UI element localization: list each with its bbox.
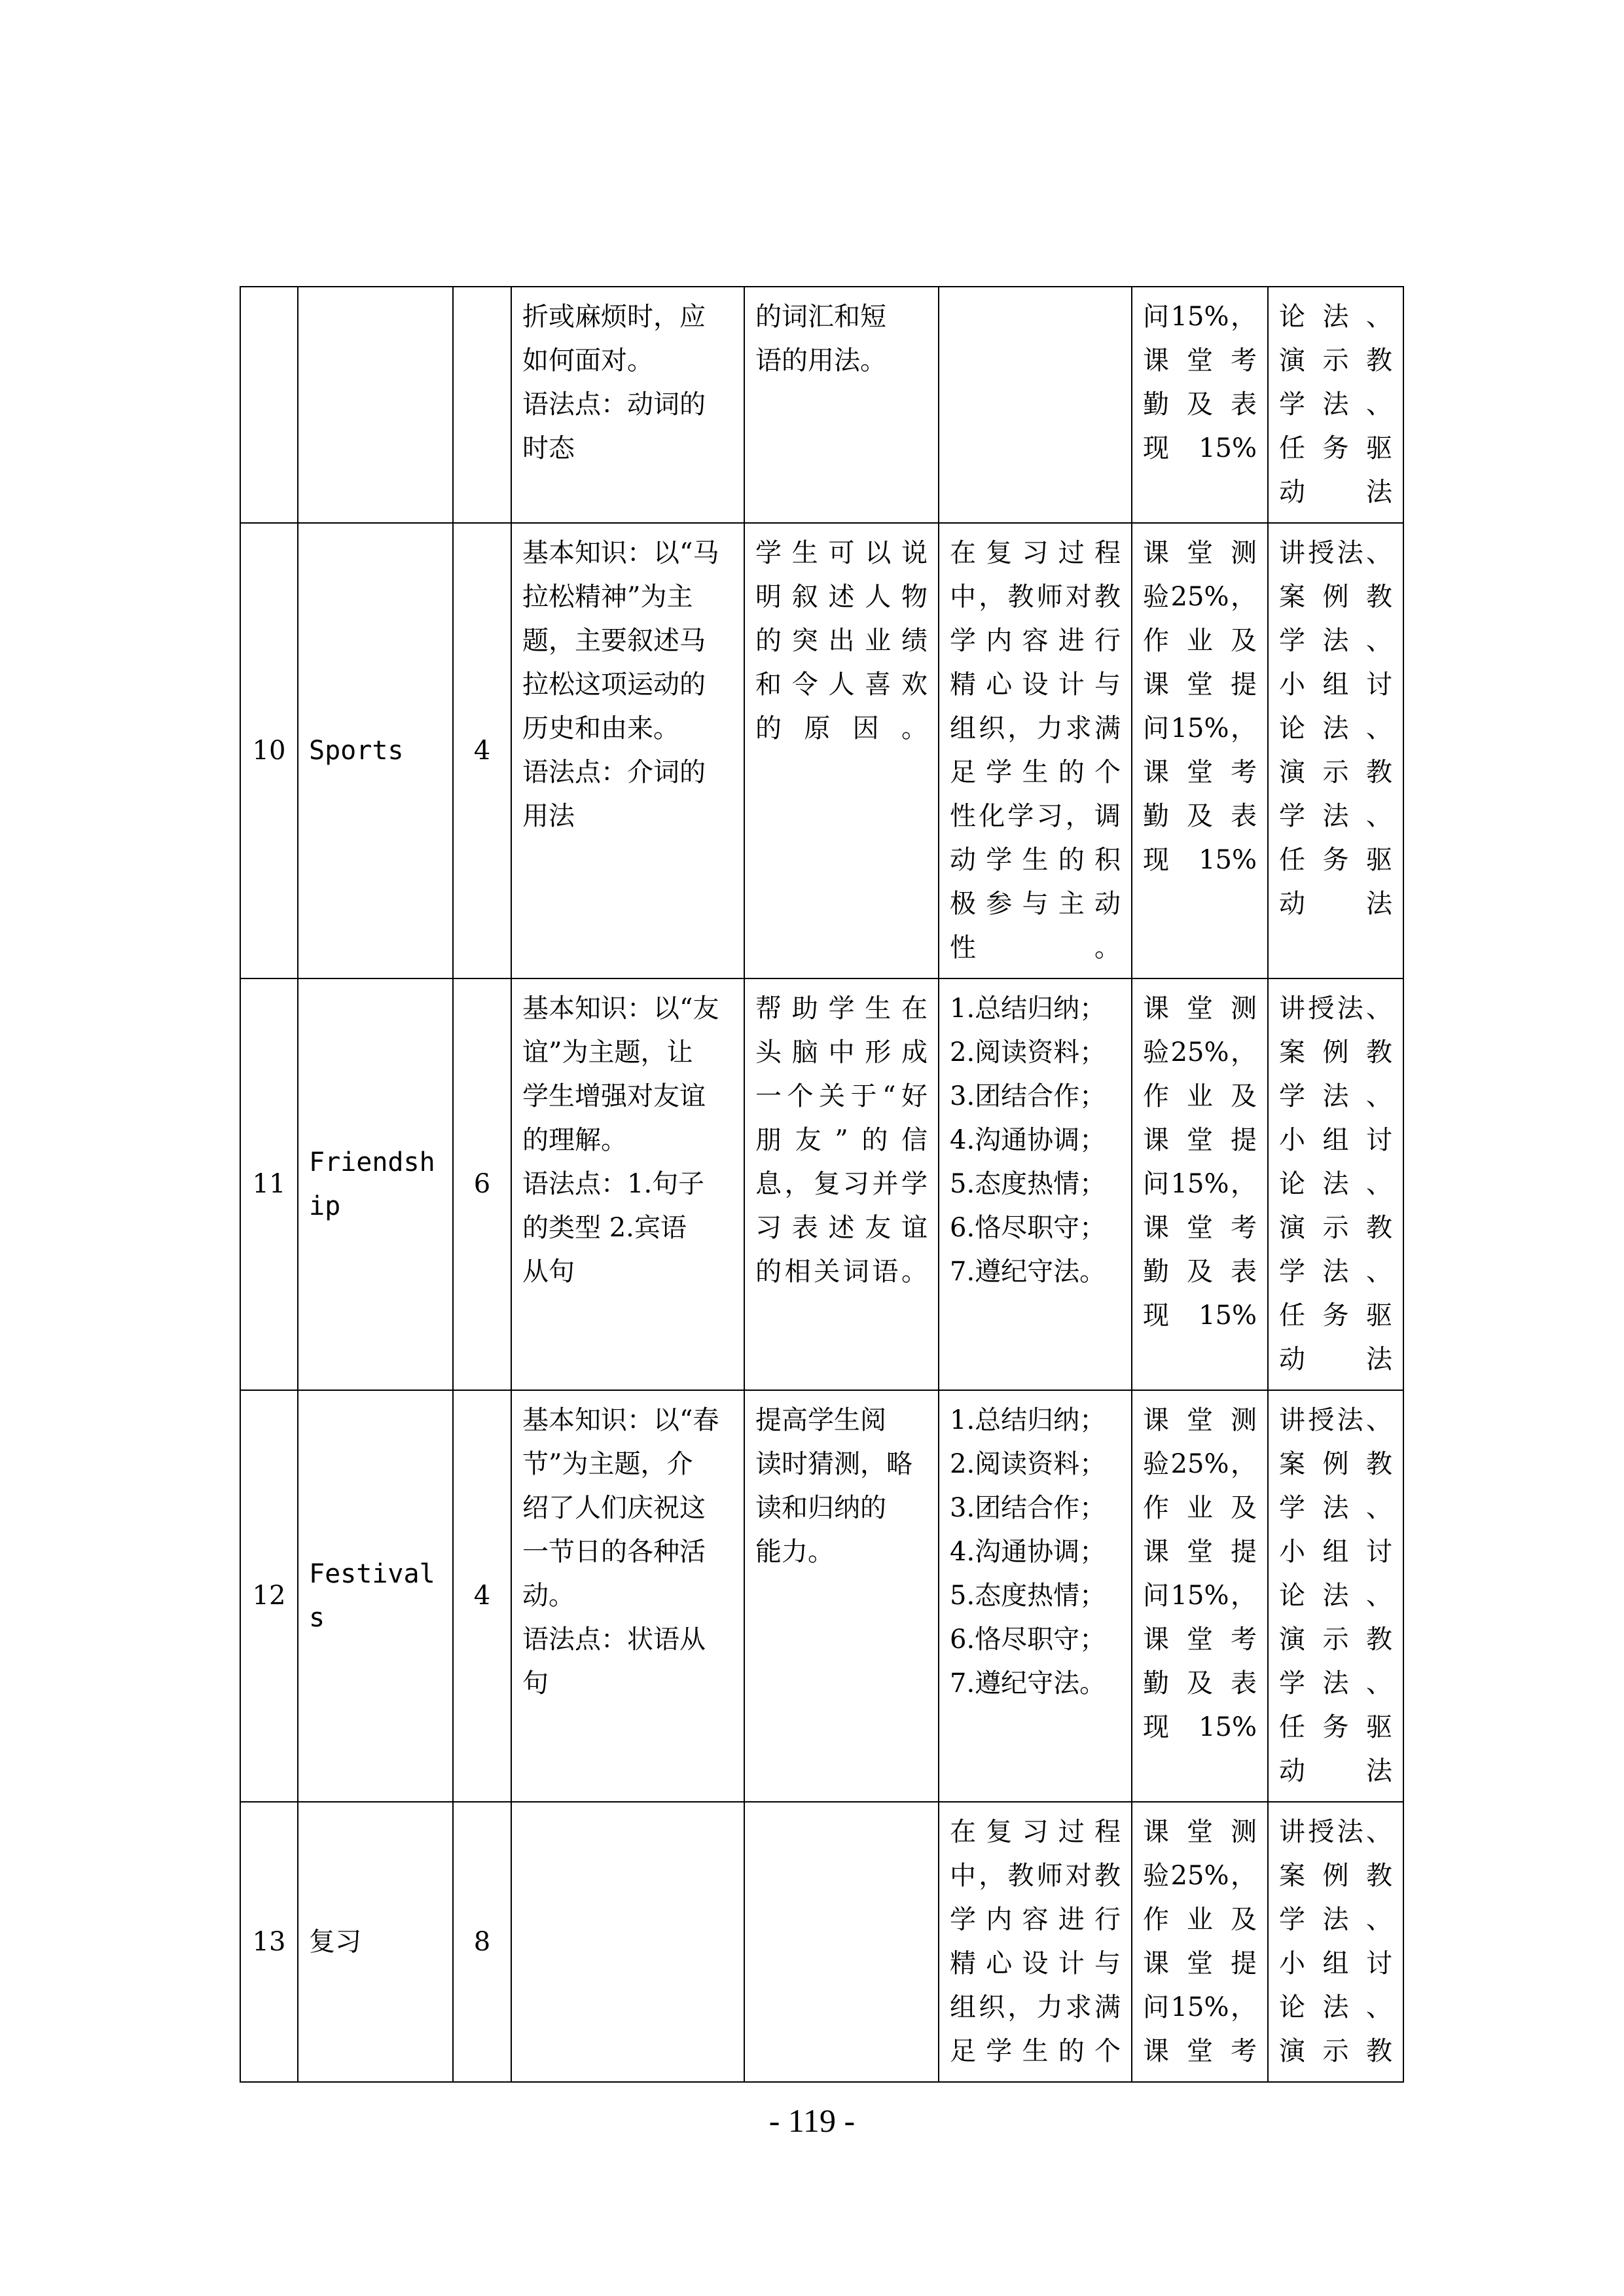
cell-content: [511, 978, 744, 1390]
text-line: 课堂考: [1143, 346, 1257, 376]
cell-methods: [1268, 1390, 1403, 1802]
text-line: 的突出业绩: [755, 626, 928, 656]
table-row: [240, 523, 1403, 978]
text-line: 组织，力求满: [950, 1992, 1121, 2022]
cell-assessment: [1132, 1390, 1268, 1802]
text-line: 精心设计与: [950, 670, 1121, 700]
text-line: 讲授法、: [1279, 1405, 1392, 1435]
cell-methods: [1268, 287, 1403, 523]
text-line: 3.团结合作；: [950, 1493, 1106, 1523]
text-line: 如何面对。: [522, 346, 653, 376]
text-line: 头脑中形成: [755, 1037, 928, 1067]
text-line: 案例教: [1279, 1037, 1392, 1067]
cell-assessment: [1132, 978, 1268, 1390]
text-line: 课堂测: [1143, 1817, 1257, 1847]
text-line: 的词汇和短: [755, 302, 886, 332]
text-line: 勤及表: [1143, 801, 1257, 831]
text-line: 案例教: [1279, 582, 1392, 612]
cell-requirements: [939, 1802, 1132, 2082]
text-line: 帮助学生在: [755, 994, 928, 1024]
text-line: 足学生的个: [950, 757, 1121, 787]
text-line: 极参与主动: [950, 889, 1121, 919]
hours-value: 8: [473, 1926, 491, 1957]
text-line: 小组讨: [1279, 670, 1392, 700]
cell-assessment: [1132, 523, 1268, 978]
table-row: [240, 978, 1403, 1390]
text-line: 论法、: [1279, 1581, 1392, 1611]
text-line: 一节日的各种活: [522, 1537, 706, 1567]
text-line: 讲授法、: [1279, 994, 1392, 1024]
text-line: 动学生的积: [950, 845, 1121, 875]
text-line: 演示教: [1279, 2036, 1392, 2066]
text-line: 明叙述人物: [755, 582, 928, 612]
cell-content: [511, 1390, 744, 1802]
text-line: 作业及: [1143, 1493, 1257, 1523]
text-line: 中，教师对教: [950, 582, 1121, 612]
text-line: 动法: [1279, 1756, 1392, 1786]
text-line: 小组讨: [1279, 1125, 1392, 1155]
table-body: [240, 287, 1403, 2082]
text-line: 语法点：介词的: [522, 757, 706, 787]
text-line: 动法: [1279, 477, 1392, 507]
text-line: 论法、: [1279, 713, 1392, 744]
text-line: 问15%，: [1143, 1169, 1257, 1199]
text-line: 课堂提: [1143, 1125, 1257, 1155]
text-line: 从句: [522, 1257, 575, 1287]
row-number: 12: [252, 1581, 286, 1611]
hours-value: 6: [473, 1169, 491, 1199]
text-line: 学法、: [1279, 626, 1392, 656]
text-line: 论法、: [1279, 302, 1392, 332]
cell-no: [240, 1390, 298, 1802]
text-line: 学法、: [1279, 1257, 1392, 1287]
cell-topic: [298, 1802, 453, 2082]
cell-objectives: [744, 523, 939, 978]
text-line: 学生可以说: [755, 538, 928, 568]
text-line: 勤及表: [1143, 389, 1257, 420]
text-line: 小组讨: [1279, 1948, 1392, 1979]
text-line: 4.沟通协调；: [950, 1125, 1106, 1155]
text-line: 验25%，: [1143, 1449, 1257, 1479]
text-line: 勤及表: [1143, 1668, 1257, 1698]
text-line: ip: [309, 1191, 341, 1221]
text-line: 一个关于“好: [755, 1081, 928, 1111]
text-line: 作业及: [1143, 1905, 1257, 1935]
cell-methods: [1268, 1802, 1403, 2082]
row-number: 11: [252, 1169, 286, 1199]
text-line: 的相关词语。: [755, 1257, 928, 1287]
text-line: 任务驱: [1279, 845, 1392, 875]
text-line: 学内容进行: [950, 1905, 1121, 1935]
cell-objectives: [744, 287, 939, 523]
text-line: 课堂考: [1143, 2036, 1257, 2066]
text-line: 在复习过程: [950, 538, 1121, 568]
text-line: 学内容进行: [950, 626, 1121, 656]
text-line: 5.态度热情；: [950, 1581, 1106, 1611]
cell-requirements: [939, 978, 1132, 1390]
text-line: 节”为主题，介: [522, 1449, 693, 1479]
text-line: 验25%，: [1143, 1861, 1257, 1891]
text-line: 课堂提: [1143, 1537, 1257, 1567]
text-line: 课堂考: [1143, 1624, 1257, 1655]
cell-methods: [1268, 523, 1403, 978]
text-line: 绍了人们庆祝这: [522, 1493, 706, 1523]
text-line: 复习: [309, 1926, 361, 1957]
text-line: 演示教: [1279, 1213, 1392, 1243]
page-number: - 119 -: [768, 2102, 856, 2139]
text-line: 作业及: [1143, 626, 1257, 656]
hours-value: 4: [473, 1581, 491, 1611]
text-line: 演示教: [1279, 757, 1392, 787]
text-line: 的类型 2.宾语: [522, 1213, 687, 1243]
text-line: 现15%: [1143, 1300, 1257, 1331]
cell-requirements: [939, 1390, 1132, 1802]
text-line: 1.总结归纳；: [950, 1405, 1106, 1435]
text-line: 课堂测: [1143, 538, 1257, 568]
text-line: 现15%: [1143, 433, 1257, 463]
table-row: [240, 1802, 1403, 2082]
text-line: 2.阅读资料；: [950, 1449, 1106, 1479]
text-line: 折或麻烦时，应: [522, 302, 706, 332]
text-line: 学法、: [1279, 389, 1392, 420]
text-line: 任务驱: [1279, 1300, 1392, 1331]
text-line: 语的用法。: [755, 346, 886, 376]
cell-topic: [298, 523, 453, 978]
cell-content: [511, 523, 744, 978]
text-line: 课堂测: [1143, 994, 1257, 1024]
text-line: 6.恪尽职守；: [950, 1213, 1106, 1243]
text-line: 验25%，: [1143, 1037, 1257, 1067]
cell-topic: [298, 287, 453, 523]
text-line: 学法、: [1279, 1905, 1392, 1935]
text-line: 的理解。: [522, 1125, 627, 1155]
text-line: 3.团结合作；: [950, 1081, 1106, 1111]
text-line: 任务驱: [1279, 1712, 1392, 1742]
text-line: 习表述友谊: [755, 1213, 928, 1243]
curriculum-table: [240, 286, 1404, 2083]
text-line: 的原因。: [755, 713, 928, 744]
text-line: 6.恪尽职守；: [950, 1624, 1106, 1655]
text-line: 课堂提: [1143, 1948, 1257, 1979]
text-line: Friendsh: [309, 1147, 435, 1177]
text-line: 性。: [950, 933, 1121, 963]
text-line: 演示教: [1279, 346, 1392, 376]
row-number: 10: [252, 735, 286, 766]
text-line: 中，教师对教: [950, 1861, 1121, 1891]
text-line: 学法、: [1279, 801, 1392, 831]
table-row: [240, 1390, 1403, 1802]
text-line: 和令人喜欢: [755, 670, 928, 700]
cell-hours: [453, 523, 511, 978]
text-line: 任务驱: [1279, 433, 1392, 463]
text-line: 语法点：动词的: [522, 389, 706, 420]
text-line: 2.阅读资料；: [950, 1037, 1106, 1067]
text-line: 足学生的个: [950, 2036, 1121, 2066]
text-line: 案例教: [1279, 1449, 1392, 1479]
text-line: 动。: [522, 1581, 575, 1611]
text-line: 勤及表: [1143, 1257, 1257, 1287]
row-number: 13: [252, 1926, 286, 1957]
text-line: 历史和由来。: [522, 713, 679, 744]
text-line: 学法、: [1279, 1668, 1392, 1698]
text-line: 句: [522, 1668, 549, 1698]
text-line: 现15%: [1143, 1712, 1257, 1742]
text-line: 在复习过程: [950, 1817, 1121, 1847]
cell-hours: [453, 1802, 511, 2082]
cell-content: [511, 287, 744, 523]
cell-assessment: [1132, 287, 1268, 523]
table-row: [240, 287, 1403, 523]
text-line: 拉松精神”为主: [522, 582, 693, 612]
text-line: 4.沟通协调；: [950, 1537, 1106, 1567]
cell-no: [240, 1802, 298, 2082]
cell-no: [240, 978, 298, 1390]
text-line: 语法点：1.句子: [522, 1169, 705, 1199]
text-line: 案例教: [1279, 1861, 1392, 1891]
text-line: 验25%，: [1143, 582, 1257, 612]
text-line: 基本知识：以“马: [522, 538, 719, 568]
text-line: 朋友”的信: [755, 1125, 928, 1155]
cell-no: [240, 287, 298, 523]
text-line: 组织，力求满: [950, 713, 1121, 744]
text-line: 读时猜测，略: [755, 1449, 912, 1479]
text-line: s: [309, 1602, 325, 1633]
text-line: 学法、: [1279, 1081, 1392, 1111]
text-line: 问15%，: [1143, 1581, 1257, 1611]
text-line: 性化学习，调: [950, 801, 1121, 831]
text-line: 学生增强对友谊: [522, 1081, 706, 1111]
text-line: 动法: [1279, 889, 1392, 919]
text-line: 演示教: [1279, 1624, 1392, 1655]
text-line: 基本知识：以“春: [522, 1405, 719, 1435]
cell-hours: [453, 287, 511, 523]
cell-requirements: [939, 523, 1132, 978]
text-line: 动法: [1279, 1344, 1392, 1374]
cell-hours: [453, 1390, 511, 1802]
cell-requirements: [939, 287, 1132, 523]
text-line: 课堂考: [1143, 757, 1257, 787]
text-line: Festival: [309, 1558, 435, 1589]
text-line: 学法、: [1279, 1493, 1392, 1523]
text-line: 5.态度热情；: [950, 1169, 1106, 1199]
text-line: 谊”为主题，让: [522, 1037, 693, 1067]
hours-value: 4: [473, 735, 491, 766]
text-line: 时态: [522, 433, 575, 463]
text-line: 课堂考: [1143, 1213, 1257, 1243]
text-line: 讲授法、: [1279, 538, 1392, 568]
text-line: 拉松这项运动的: [522, 670, 706, 700]
text-line: 语法点：状语从: [522, 1624, 706, 1655]
text-line: 讲授法、: [1279, 1817, 1392, 1847]
text-line: 基本知识：以“友: [522, 994, 719, 1024]
cell-objectives: [744, 1390, 939, 1802]
text-line: 用法: [522, 801, 575, 831]
text-line: 论法、: [1279, 1169, 1392, 1199]
text-line: 1.总结归纳；: [950, 994, 1106, 1024]
text-line: 息，复习并学: [755, 1169, 928, 1199]
text-line: 课堂测: [1143, 1405, 1257, 1435]
text-line: 读和归纳的: [755, 1493, 886, 1523]
text-line: 小组讨: [1279, 1537, 1392, 1567]
cell-hours: [453, 978, 511, 1390]
text-line: Sports: [309, 735, 404, 766]
text-line: 作业及: [1143, 1081, 1257, 1111]
text-line: 精心设计与: [950, 1948, 1121, 1979]
text-line: 能力。: [755, 1537, 834, 1567]
text-line: 问15%，: [1143, 713, 1257, 744]
cell-no: [240, 523, 298, 978]
text-line: 7.遵纪守法。: [950, 1257, 1106, 1287]
text-line: 论法、: [1279, 1992, 1392, 2022]
text-line: 问15%，: [1143, 302, 1257, 332]
cell-content: [511, 1802, 744, 2082]
text-line: 题，主要叙述马: [522, 626, 706, 656]
text-line: 提高学生阅: [755, 1405, 886, 1435]
cell-methods: [1268, 978, 1403, 1390]
text-line: 现15%: [1143, 845, 1257, 875]
cell-topic: [298, 1390, 453, 1802]
text-line: 7.遵纪守法。: [950, 1668, 1106, 1698]
cell-topic: [298, 978, 453, 1390]
cell-objectives: [744, 978, 939, 1390]
cell-objectives: [744, 1802, 939, 2082]
text-line: 课堂提: [1143, 670, 1257, 700]
cell-assessment: [1132, 1802, 1268, 2082]
text-line: 问15%，: [1143, 1992, 1257, 2022]
